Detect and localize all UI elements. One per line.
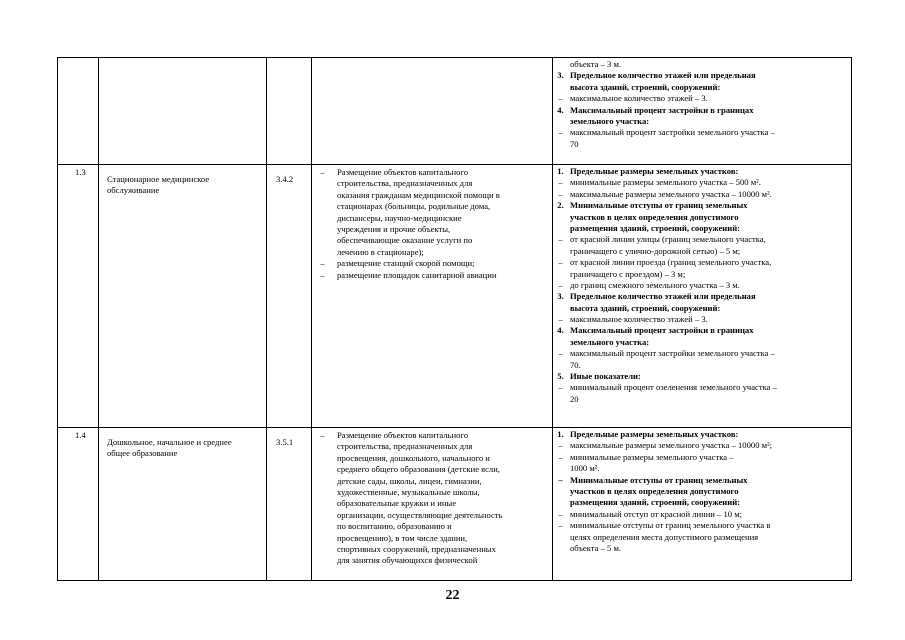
description-line bbox=[316, 464, 549, 475]
parameter-line bbox=[553, 360, 849, 371]
use-name-line: общее образование bbox=[107, 448, 178, 459]
line-text: лечению в стационаре); bbox=[337, 246, 424, 257]
parameter-line bbox=[553, 246, 849, 257]
list-marker: 1. bbox=[557, 429, 564, 439]
description-line bbox=[316, 555, 549, 566]
line-text: от красной линии улицы (границ земельного участка, bbox=[570, 234, 766, 245]
line-text: Предельные размеры земельных участков: bbox=[570, 166, 739, 176]
line-text: просвещению), в том числе здании, bbox=[337, 532, 468, 543]
line-text: минимальный отступ от красной линии – 10 м; bbox=[570, 508, 743, 519]
description-line bbox=[316, 167, 549, 178]
parameter-line bbox=[553, 291, 849, 302]
description-cell bbox=[312, 165, 553, 428]
zoning-table bbox=[57, 57, 852, 581]
line-text: Предельное количество этажей или предельная bbox=[570, 291, 756, 302]
line-text: 70. bbox=[570, 359, 581, 370]
line-text: детские сады, школы, лицеи, гимназии, bbox=[337, 475, 482, 486]
line-text: объекта – 3 м. bbox=[570, 59, 622, 69]
parameters bbox=[553, 165, 851, 405]
use-code-cell bbox=[267, 58, 312, 165]
list-marker: 3. bbox=[557, 291, 564, 302]
parameters-cell bbox=[553, 428, 852, 581]
parameter-line bbox=[553, 189, 849, 200]
list-marker: – bbox=[558, 440, 563, 451]
line-text: размещение площадок санитарной авиации bbox=[337, 269, 497, 280]
parameter-line bbox=[553, 166, 849, 177]
line-text: максимальные размеры земельного участка – 10000 м²; bbox=[570, 440, 773, 451]
description-line bbox=[316, 476, 549, 487]
line-text: строительства, предназначенных для bbox=[337, 441, 473, 452]
use-name-cell bbox=[99, 165, 267, 428]
line-text: максимальный процент застройки земельного участка – bbox=[570, 127, 775, 138]
parameter-line bbox=[553, 440, 849, 451]
use-code: 3.4.2 bbox=[276, 174, 294, 184]
parameter-line bbox=[553, 486, 849, 497]
use-name-line: Стационарное медицинское bbox=[107, 174, 210, 184]
line-text: Размещение объектов капитального bbox=[337, 430, 469, 440]
parameter-line bbox=[553, 257, 849, 268]
list-marker: – bbox=[558, 314, 563, 325]
parameter-line bbox=[553, 475, 849, 486]
line-text: Размещение объектов капитального bbox=[337, 167, 469, 177]
parameter-line bbox=[553, 348, 849, 359]
line-text: земельного участка: bbox=[570, 115, 650, 126]
use-code-cell bbox=[267, 165, 312, 428]
description-line bbox=[316, 521, 549, 532]
line-text: размещения зданий, строений, сооружений: bbox=[570, 497, 741, 508]
description-line bbox=[316, 190, 549, 201]
line-text: граничащего с улично-дорожной сетью) – 5 м; bbox=[570, 245, 741, 256]
line-text: диспансеры, научно-медицинские bbox=[337, 212, 462, 223]
use-name bbox=[99, 428, 266, 460]
parameter-line bbox=[553, 314, 849, 325]
line-text: участков в целях определения допустимого bbox=[570, 211, 739, 222]
line-text: 20 bbox=[570, 393, 579, 404]
list-marker: – bbox=[558, 188, 563, 199]
parameter-line bbox=[553, 520, 849, 531]
line-text: организации, осуществляющие деятельность bbox=[337, 509, 503, 520]
list-marker: – bbox=[320, 430, 325, 440]
description-line bbox=[316, 430, 549, 441]
line-text: Максимальный процент застройки в границах bbox=[570, 104, 754, 115]
line-text: 1000 м². bbox=[570, 463, 600, 474]
line-text: для занятия обучающихся физической bbox=[337, 555, 478, 566]
line-text: размещения зданий, строений, сооружений: bbox=[570, 222, 741, 233]
description-line bbox=[316, 441, 549, 452]
line-text: учреждения и прочие объекты, bbox=[337, 223, 451, 234]
use-name bbox=[99, 58, 266, 67]
parameters-cell bbox=[553, 165, 852, 428]
line-text: граничащего с проездом) – 3 м; bbox=[570, 268, 686, 279]
line-text: максимальное количество этажей – 3. bbox=[570, 93, 708, 104]
line-text: максимальные размеры земельного участка – 10000 м². bbox=[570, 188, 772, 199]
row-number-cell bbox=[58, 165, 99, 428]
line-text: до границ смежного земельного участка – 3 м. bbox=[570, 279, 740, 290]
page-number: 22 bbox=[445, 588, 460, 603]
parameter-line bbox=[553, 82, 849, 93]
list-marker: – bbox=[558, 177, 563, 188]
line-text: Минимальные отступы от границ земельных bbox=[570, 474, 748, 485]
row-number bbox=[58, 58, 98, 60]
parameter-line bbox=[553, 337, 849, 348]
line-text: минимальные отступы от границ земельного участка в bbox=[570, 520, 771, 531]
description-line bbox=[316, 178, 549, 189]
line-text: строительства, предназначенных для bbox=[337, 178, 473, 189]
description-line bbox=[316, 498, 549, 509]
parameter-line bbox=[553, 325, 849, 336]
use-code-cell bbox=[267, 428, 312, 581]
parameter-line bbox=[553, 59, 849, 70]
description-cell bbox=[312, 428, 553, 581]
line-text: минимальные размеры земельного участка – bbox=[570, 451, 734, 462]
line-text: Предельные размеры земельных участков: bbox=[570, 429, 739, 439]
line-text: обеспечивающие оказание услуги по bbox=[337, 235, 473, 246]
parameter-line bbox=[553, 394, 849, 405]
line-text: образовательные кружки и иные bbox=[337, 498, 457, 509]
description-line bbox=[316, 235, 549, 246]
list-marker: – bbox=[320, 167, 325, 177]
line-text: минимальные размеры земельного участка – 500 м². bbox=[570, 177, 761, 188]
list-marker: – bbox=[558, 127, 563, 138]
parameters bbox=[553, 428, 851, 554]
list-marker: – bbox=[320, 258, 325, 269]
list-marker: – bbox=[558, 279, 563, 290]
parameter-line bbox=[553, 177, 849, 188]
line-text: размещение станций скорой помощи; bbox=[337, 258, 475, 269]
parameter-line bbox=[553, 269, 849, 280]
parameter-line bbox=[553, 200, 849, 211]
description-line bbox=[316, 224, 549, 235]
list-marker: – bbox=[558, 474, 563, 485]
line-text: максимальный процент застройки земельного участка – bbox=[570, 348, 775, 359]
parameters bbox=[553, 58, 851, 150]
parameter-line bbox=[553, 139, 849, 150]
parameter-line bbox=[553, 223, 849, 234]
list-marker: – bbox=[558, 257, 563, 268]
list-marker: – bbox=[558, 508, 563, 519]
list-marker: 2. bbox=[557, 200, 564, 211]
list-marker: – bbox=[558, 382, 563, 393]
use-name-cell bbox=[99, 428, 267, 581]
line-text: Максимальный процент застройки в границах bbox=[570, 325, 754, 336]
description-line bbox=[316, 213, 549, 224]
description-line bbox=[316, 201, 549, 212]
line-text: Предельное количество этажей или предельная bbox=[570, 70, 756, 81]
line-text: от красной линии проезда (границ земельного участка, bbox=[570, 257, 772, 268]
list-marker: – bbox=[558, 234, 563, 245]
line-text: оказания гражданам медицинской помощи в bbox=[337, 189, 500, 200]
line-text: высота зданий, строений, сооружений: bbox=[570, 302, 721, 313]
parameter-line bbox=[553, 70, 849, 81]
description-line bbox=[316, 453, 549, 464]
list-marker: – bbox=[558, 520, 563, 531]
line-text: стационарах (больницы, родильные дома, bbox=[337, 201, 491, 212]
description bbox=[312, 428, 552, 567]
parameter-line bbox=[553, 303, 849, 314]
description bbox=[312, 58, 552, 60]
parameter-line bbox=[553, 116, 849, 127]
line-text: целях определения места допустимого размещения bbox=[570, 531, 759, 542]
line-text: 70 bbox=[570, 138, 579, 149]
table-row bbox=[58, 58, 852, 165]
line-text: высота зданий, строений, сооружений: bbox=[570, 81, 721, 92]
use-code bbox=[267, 58, 311, 67]
table-row bbox=[58, 165, 852, 428]
line-text: спортивных сооружений, предназначенных bbox=[337, 543, 496, 554]
list-marker: – bbox=[558, 348, 563, 359]
line-text: максимальное количество этажей – 3. bbox=[570, 314, 708, 325]
description-line bbox=[316, 487, 549, 498]
parameter-line bbox=[553, 532, 849, 543]
line-text: просвещения, дошкольного, начального и bbox=[337, 452, 490, 463]
description-line bbox=[316, 247, 549, 258]
parameter-line bbox=[553, 429, 849, 440]
parameter-line bbox=[553, 127, 849, 138]
use-name bbox=[99, 165, 266, 197]
use-name-line: обслуживание bbox=[107, 185, 160, 196]
parameter-line bbox=[553, 452, 849, 463]
parameter-line bbox=[553, 497, 849, 508]
list-marker: – bbox=[558, 93, 563, 104]
description-line bbox=[316, 258, 549, 269]
row-number-cell bbox=[58, 428, 99, 581]
list-marker: – bbox=[320, 269, 325, 280]
parameter-line bbox=[553, 93, 849, 104]
line-text: Минимальные отступы от границ земельных bbox=[570, 200, 748, 211]
description-line bbox=[316, 544, 549, 555]
list-marker: 4. bbox=[557, 325, 564, 336]
line-text: художественные, музыкальные школы, bbox=[337, 486, 480, 497]
line-text: среднего общего образования (детские ясли, bbox=[337, 464, 500, 475]
list-marker: 5. bbox=[557, 371, 564, 382]
description bbox=[312, 165, 552, 281]
line-text: земельного участка: bbox=[570, 336, 650, 347]
line-text: по воспитанию, образованию и bbox=[337, 521, 452, 532]
parameter-line bbox=[553, 543, 849, 554]
line-text: Иные показатели: bbox=[570, 371, 641, 382]
parameter-line bbox=[553, 371, 849, 382]
description-line bbox=[316, 270, 549, 281]
parameter-line bbox=[553, 509, 849, 520]
list-marker: 4. bbox=[557, 104, 564, 115]
list-marker: 1. bbox=[557, 166, 564, 176]
parameters-cell bbox=[553, 58, 852, 165]
use-name-cell bbox=[99, 58, 267, 165]
row-number: 1.3 bbox=[75, 167, 86, 177]
parameter-line bbox=[553, 382, 849, 393]
parameter-line bbox=[553, 234, 849, 245]
list-marker: – bbox=[558, 451, 563, 462]
row-number-cell bbox=[58, 58, 99, 165]
parameter-line bbox=[553, 463, 849, 474]
description-line bbox=[316, 510, 549, 521]
description-line bbox=[316, 533, 549, 544]
row-number: 1.4 bbox=[75, 430, 86, 440]
line-text: минимальный процент озеленения земельного участка – bbox=[570, 382, 777, 393]
line-text: участков в целях определения допустимого bbox=[570, 485, 739, 496]
use-name-line: Дошкольное, начальное и среднее bbox=[107, 437, 232, 447]
parameter-line bbox=[553, 212, 849, 223]
table-row bbox=[58, 428, 852, 581]
parameter-line bbox=[553, 105, 849, 116]
use-code: 3.5.1 bbox=[276, 437, 294, 447]
list-marker: 3. bbox=[557, 70, 564, 81]
line-text: объекта – 5 м. bbox=[570, 542, 622, 553]
description-cell bbox=[312, 58, 553, 165]
parameter-line bbox=[553, 280, 849, 291]
